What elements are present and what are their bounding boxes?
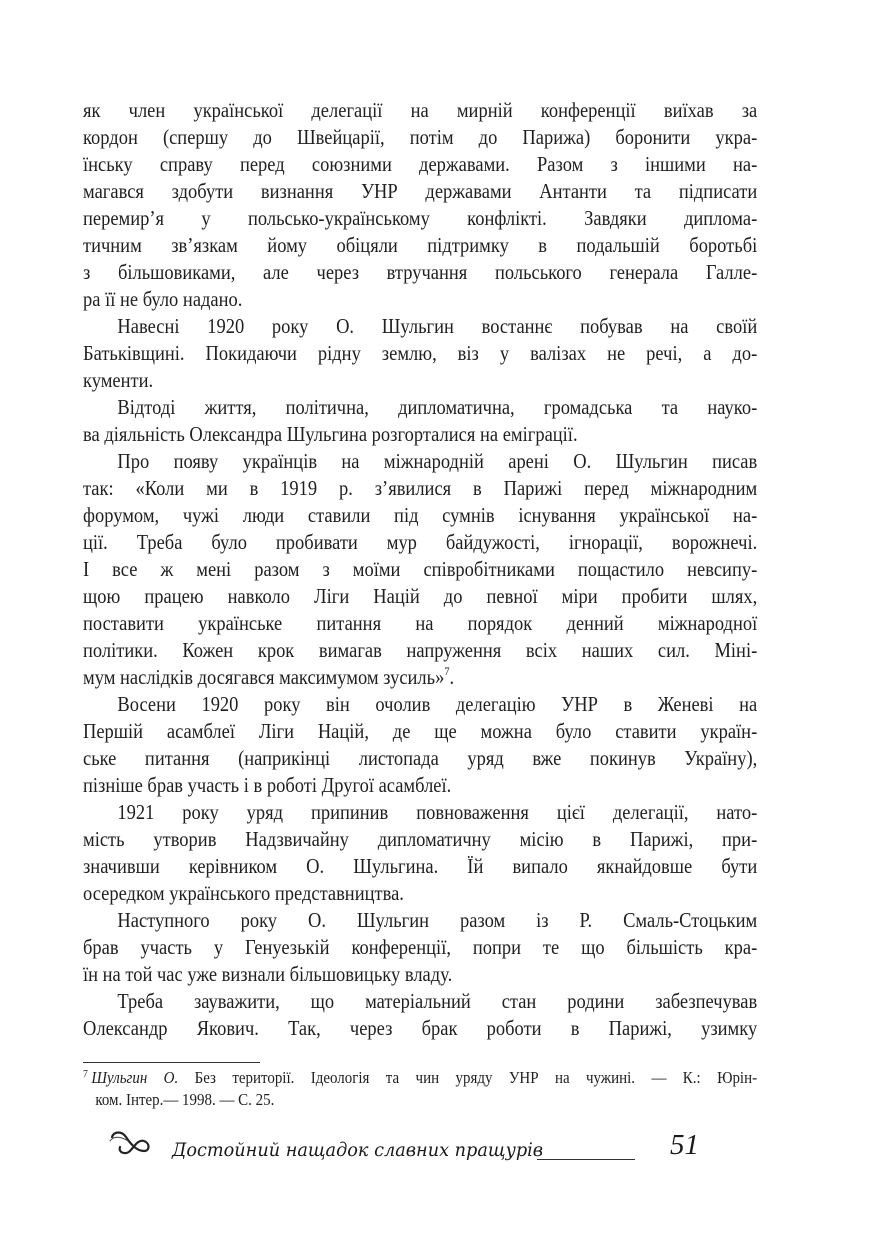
text-line [83,529,757,556]
text-line-content: І все ж мені разом з моїми співробітниками пощастило невсипу- [83,557,758,581]
text-line-content: Першій асамблеї Ліги Націй, де ще можна було ставити україн- [83,719,758,743]
text-line [83,448,757,475]
footnote-number: 7 [83,1068,88,1080]
text-line [83,772,757,799]
text-line-content: мість утворив Надзвичайну дипломатичну місію в Парижі, при- [83,827,758,851]
text-line-content: брав участь у Генуезькій конференції, попри те що більшість кра- [83,935,758,959]
text-line [83,988,757,1015]
body-text [83,97,757,1042]
footnote [83,1067,757,1111]
footnote-author: Шульгин О. [91,1068,179,1087]
text-line [83,583,757,610]
text-line [83,799,757,826]
text-line [83,718,757,745]
text-line-content: кументи. [83,368,154,392]
text-line [83,367,757,394]
text-line-content: ва діяльність Олександра Шульгина розгорталися на еміграції. [83,422,578,446]
text-line [83,313,757,340]
text-line [83,745,757,772]
text-line [83,286,757,313]
text-line-punctuation: . [449,665,455,689]
text-line-content: як член української делегації на мирній конференції виїхав за [83,98,758,122]
text-line [83,691,757,718]
text-line [83,205,757,232]
text-line-content: тичним зв’язкам йому обіцяли підтримку в подальшій боротьбі [83,233,758,257]
text-line-content: Треба зауважити, що матеріальний стан родини забезпечував [117,989,758,1013]
text-line [83,421,757,448]
text-line [83,502,757,529]
footnote-separator [83,1062,260,1063]
footnote-line: ком. Інтер.— 1998. — С. 25. [95,1090,275,1109]
text-line-content: Батьківщині. Покидаючи рідну землю, віз у валізах не речі, а до- [83,341,758,365]
text-line [83,556,757,583]
text-line [83,853,757,880]
text-line [83,178,757,205]
text-line-content: з більшовиками, але через втручання польського генерала Галле- [83,260,758,284]
text-line-content: мум наслідків досягався максимумом зусиль» [83,665,445,689]
text-line-content: значивши керівником О. Шульгина. Їй випало якнайдовше бути [83,854,758,878]
text-line [83,1015,757,1042]
text-line [83,151,757,178]
text-line-content: пізніше брав участь і в роботі Другої асамблеї. [83,773,452,797]
text-line [83,124,757,151]
text-line-content: кордон (спершу до Швейцарії, потім до Парижа) боронити укра- [83,125,758,149]
page-number: 51 [670,1129,699,1161]
text-line [83,475,757,502]
footnote-reference[interactable]: 7 [444,664,450,678]
text-line-content: осередком українського представництва. [83,881,404,905]
text-line-content: форумом, чужі люди ставили під сумнів існування української на- [83,503,758,527]
text-line [83,637,757,664]
text-line-content: щою працею навколо Ліги Націй до певної міри пробити шлях, [83,584,758,608]
text-line-content: Восени 1920 року він очолив делегацію УНР в Женеві на [117,692,758,716]
text-line [83,232,757,259]
footnote-line [83,1067,757,1089]
flourish-ornament-icon [108,1129,152,1159]
text-line-content: перемир’я у польсько-українському конфлікті. Завдяки диплома- [83,206,758,230]
running-title: Достойний нащадок славних пращурів [172,1139,544,1161]
text-line-content: Про появу українців на міжнародній арені О. Шульгин писав [117,449,758,473]
text-line [83,961,757,988]
text-line-content: Відтоді життя, політична, дипломатична, громадська та науко- [117,395,758,419]
text-line [83,826,757,853]
text-line-content: політики. Кожен крок вимагав напруження всіх наших сил. Міні- [83,638,758,662]
text-line [83,394,757,421]
text-line-content: їнську справу перед союзними державами. Разом з іншими на- [83,152,758,176]
text-line-content: ції. Треба було пробивати мур байдужості, ігнорації, ворожнечі. [83,530,758,554]
text-line-content: так: «Коли ми в 1919 р. з’явилися в Парижі перед міжнародним [83,476,758,500]
footnote-citation: Без території. Ідеологія та чин уряду УНР на чужині. — К.: Юрін- [178,1068,758,1087]
text-line-content: поставити українське питання на порядок денний міжнародної [83,611,758,635]
text-line [83,340,757,367]
text-line [83,664,757,691]
text-line-content: Навесні 1920 року О. Шульгин востаннє побував на своїй [117,314,758,338]
text-line-content: ра її не було надано. [83,287,243,311]
page-footer [0,1125,875,1185]
text-line [83,907,757,934]
footer-rule [537,1159,635,1160]
text-line [83,880,757,907]
text-line [83,610,757,637]
text-line [83,934,757,961]
text-line-content: ське питання (наприкінці листопада уряд вже покинув Україну), [83,746,758,770]
text-line [83,259,757,286]
text-line-content: їн на той час уже визнали більшовицьку владу. [83,962,453,986]
text-line-content: Олександр Якович. Так, через брак роботи в Парижі, узимку [83,1016,758,1040]
text-line-content: 1921 року уряд припинив повноваження цієї делегації, нато- [117,800,758,824]
text-line [83,97,757,124]
text-line-content: Наступного року О. Шульгин разом із Р. Смаль-Стоцьким [117,908,758,932]
text-line-content: магався здобути визнання УНР державами Антанти та підписати [83,179,758,203]
